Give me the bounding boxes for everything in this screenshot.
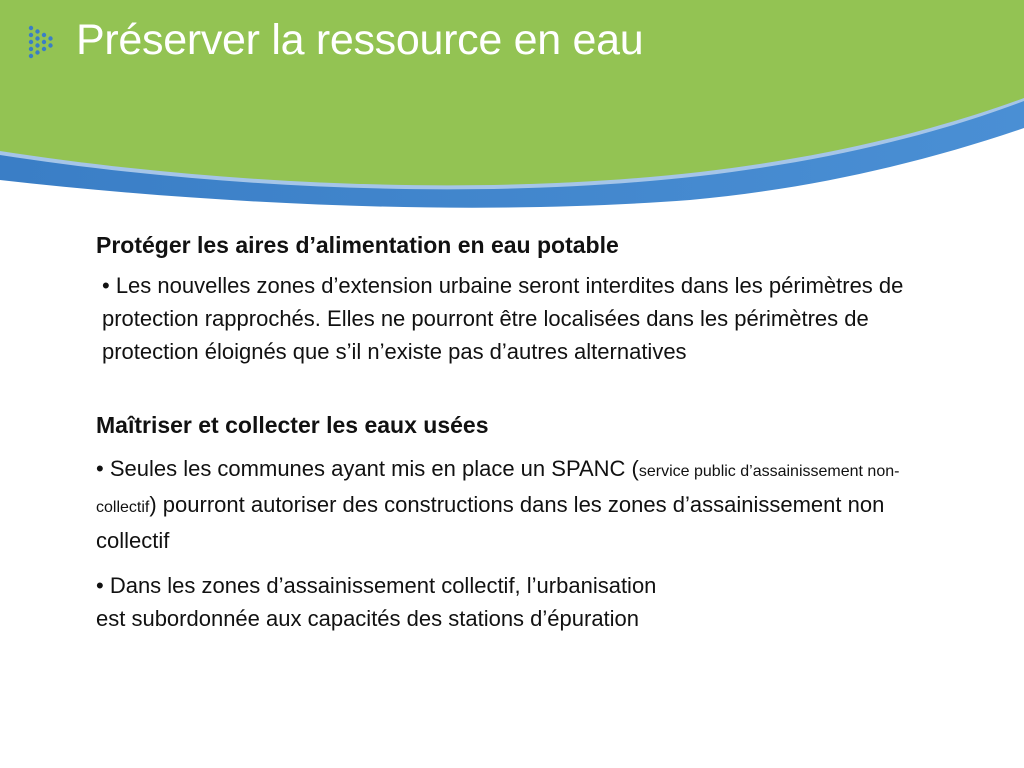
bullet-collective-line1: • Dans les zones d’assainissement collectif, l’urbanisation [96, 573, 657, 598]
bullet-spanc-text-after: ) pourront autoriser des constructions dans les zones d’assainissement non collectif [96, 492, 885, 553]
bullet-spanc [96, 452, 936, 557]
slide-header-banner [0, 0, 1024, 210]
bullet-collective-line2: est subordonnée aux capacités des stations d’épuration [96, 606, 640, 631]
slide-title: Préserver la ressource en eau [76, 16, 644, 64]
slide-content [96, 230, 936, 635]
bullet-extension-zones: • Les nouvelles zones d’extension urbaine seront interdites dans les périmètres de protection rapprochés. Elles ne pourront être localisées dans les périmètres de protection éloignés que s’il n’existe pas d’autres alternatives [102, 273, 904, 364]
section-title-water-supply: Protéger les aires d’alimentation en eau potable [96, 232, 619, 258]
dotted-arrow-logo-icon [28, 25, 56, 59]
section-title-wastewater: Maîtriser et collecter les eaux usées [96, 412, 489, 438]
bullet-collective-sanitation [96, 569, 936, 635]
bullet-spanc-text-before: • Seules les communes ayant mis en place un SPANC ( [96, 456, 639, 481]
bullet-spanc-definition: service public d’assainissement non-collectif [96, 463, 900, 516]
